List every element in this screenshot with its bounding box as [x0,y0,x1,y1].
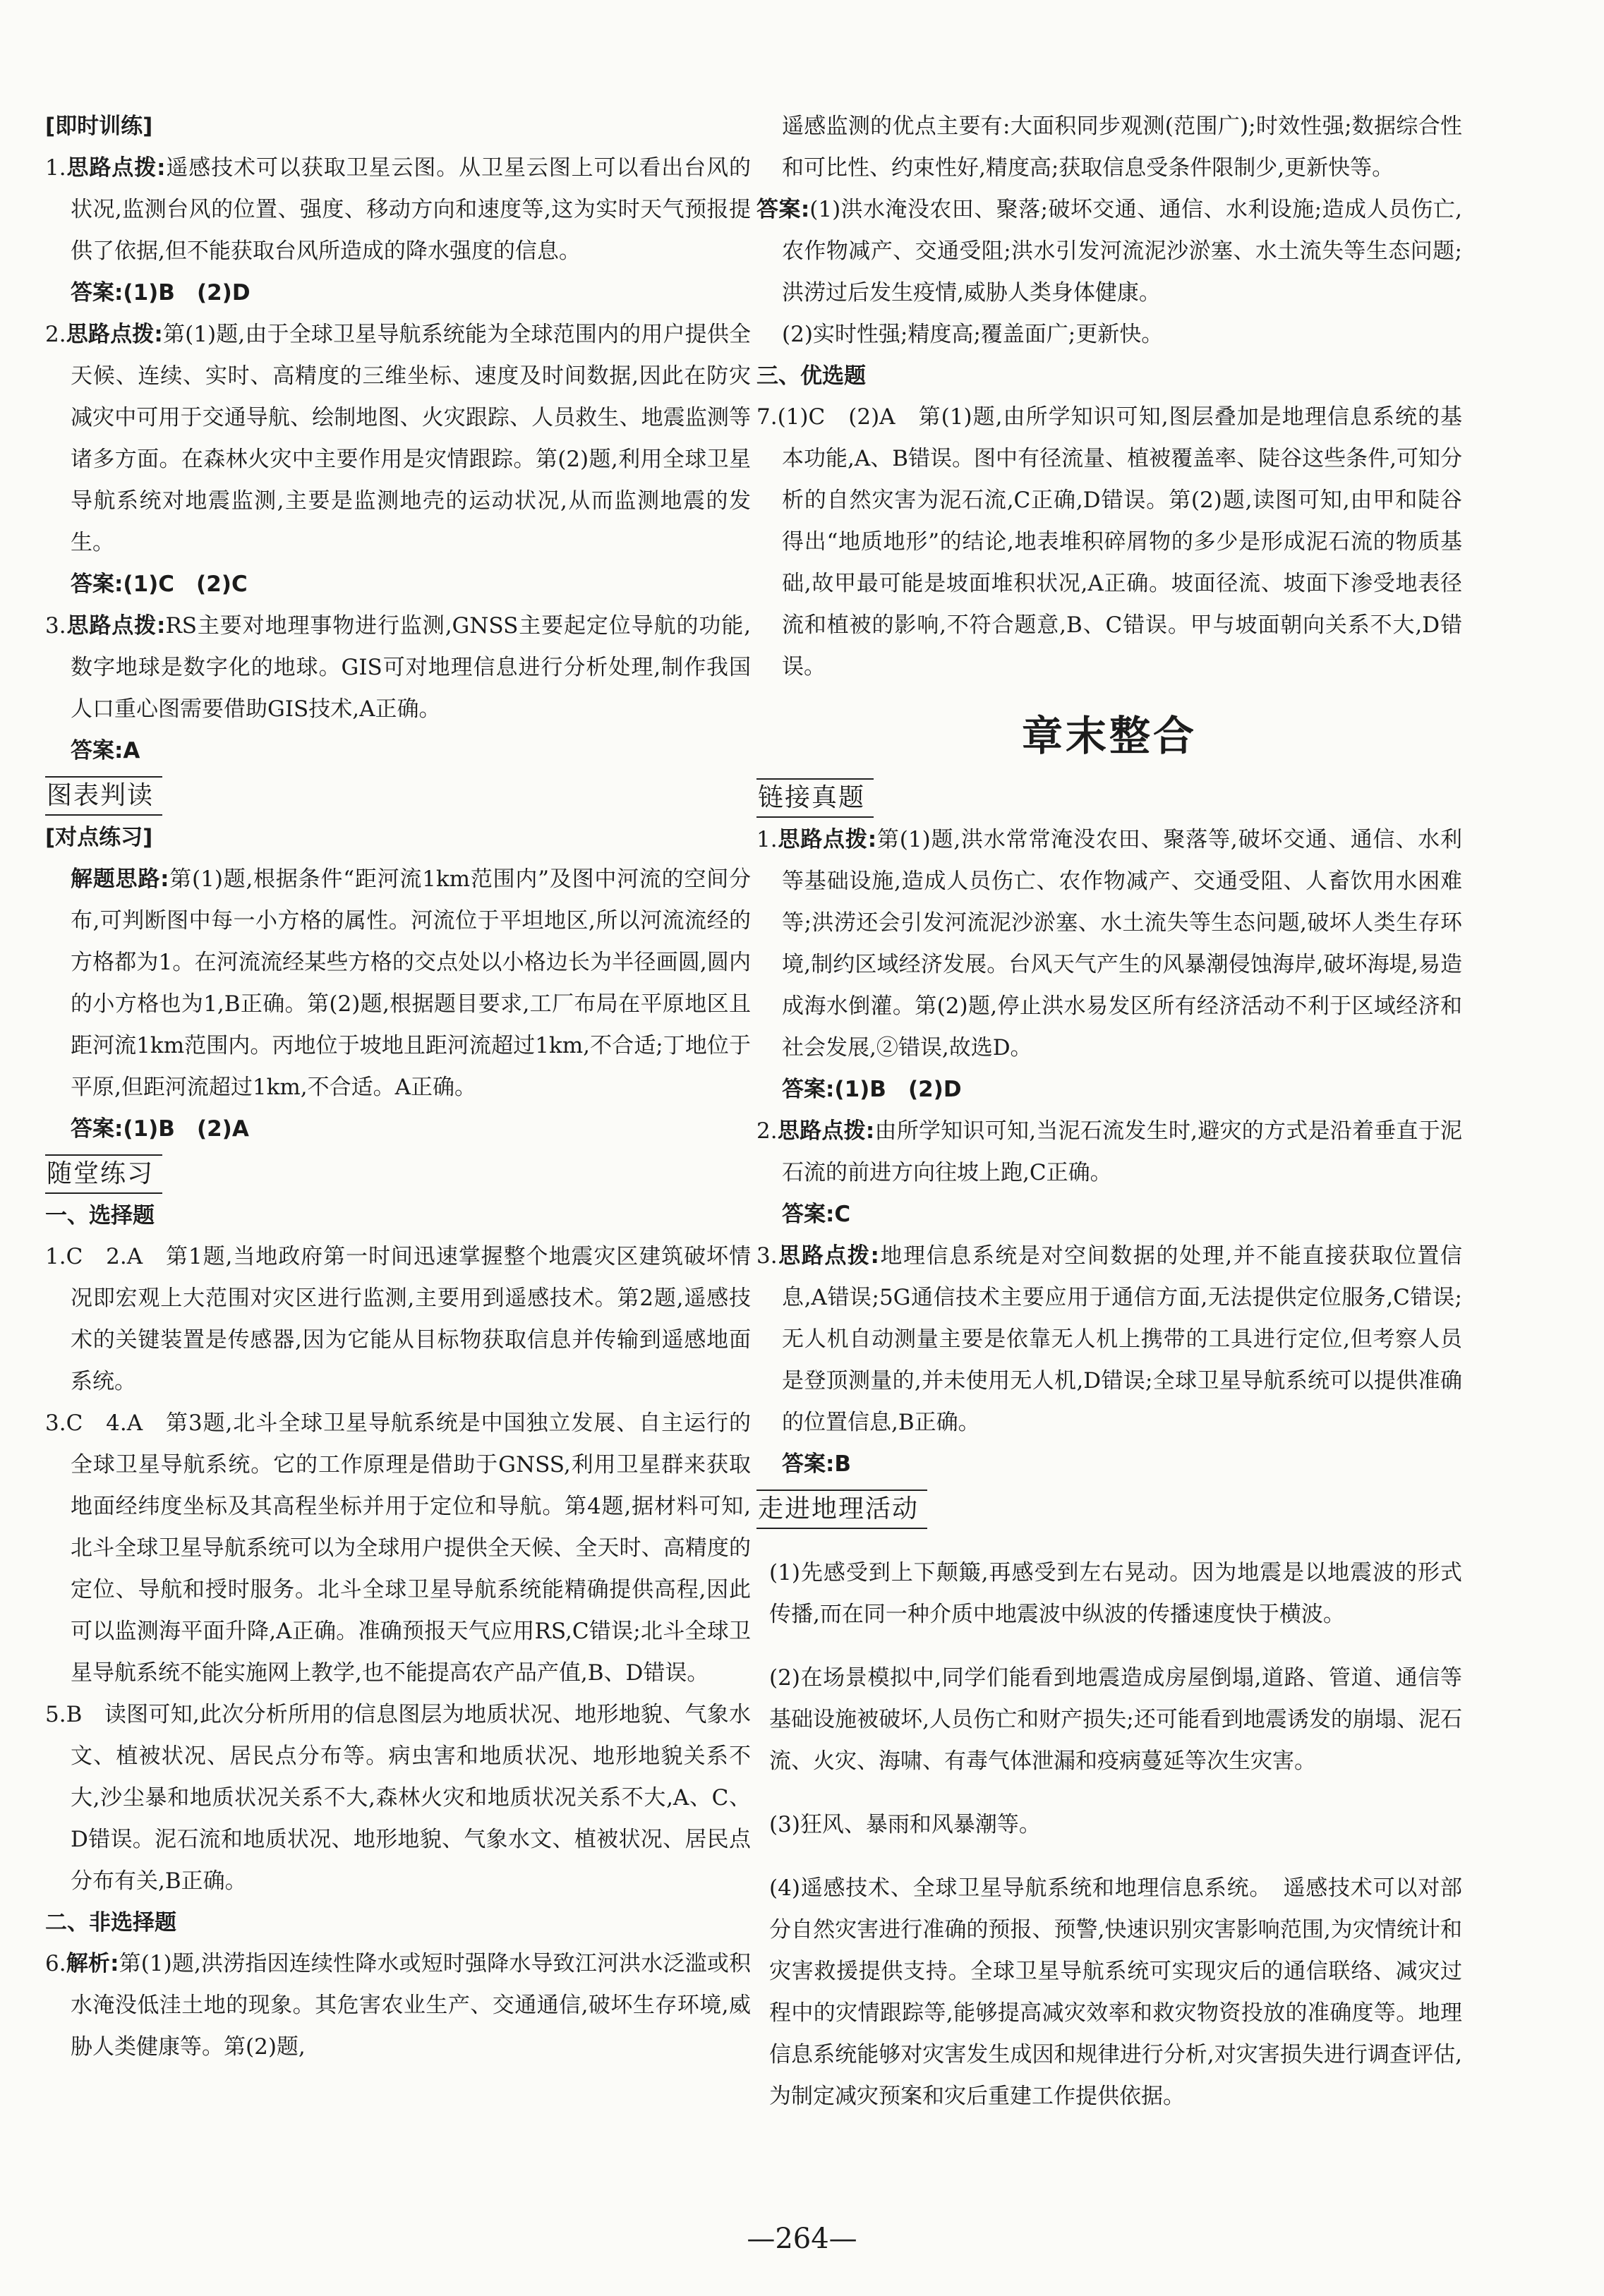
chart-reading-title: 图表判读 [45,776,162,816]
item-text: B 读图可知,此次分析所用的信息图层为地质状况、地形地貌、气象水文、植被状况、居民点分布等。病虫害和地质状况、地形地貌关系不大,沙尘暴和地质状况关系不大,森林火灾和地质状况关系不大,A、C、D错误。泥石流和地质状况、地形地貌、气象水文、植被状况、居民点分布有关,B正确。 [66,1702,751,1894]
item-text: 地理信息系统是对空间数据的处理,并不能直接获取位置信息,A错误;5G通信技术主要应用于通信方面,无法提供定位服务,C错误;无人机自动测量主要是依靠无人机上携带的工具进行定位,但考察人员是登顶测量的,并未使用无人机,D错误;全球卫星导航系统可以提供准确的位置信息,B正确。 [782,1243,1462,1435]
practice-item-1 [45,1236,751,1403]
linked-exam-title: 链接真题 [756,778,874,818]
item-label: 思路点拨: [777,1118,875,1144]
answer-value: B [834,1451,852,1477]
item-number: 1. [756,827,778,852]
item-number: 5. [45,1702,66,1727]
chart-reading-answer [45,1108,751,1150]
answer-value: (1)C (2)C [123,572,248,597]
answer-label: 答案: [782,1077,835,1102]
answer-value: (1)B (2)D [834,1077,962,1102]
exam-answer-3 [756,1444,1462,1485]
q6-answer-1 [756,189,1462,314]
answer-value: (1)B (2)A [123,1116,249,1142]
geo-activity-title: 走进地理活动 [756,1490,927,1529]
optional-item-7 [756,397,1462,688]
left-item-1 [45,147,751,272]
chapter-summary-title: 章末整合 [1021,712,1197,760]
item-label: 思路点拨: [66,322,163,347]
instant-training-header: [即时训练] [45,114,153,139]
left-answer-3 [45,730,751,772]
activity-paragraph-4: (4)遥感技术、全球卫星导航系统和地理信息系统。 遥感技术可以对部分自然灾害进行准确的预报、预警,快速识别灾害影响范围,为灾情统计和灾害救援提供支持。全球卫星导航系统可实现灾后的通信联络、减灾过程中的灾情跟踪等,能够提高减灾效率和救灾物资投放的准确度等。地理信息系统能够对灾害发生成因和规律进行分析,对灾害损失进行调查评估,为制定减灾预案和灾后重建工作提供依据。 [769,1875,1462,2109]
answer-value: C [834,1202,851,1227]
answer-label: 答案: [782,1202,835,1227]
practice-item-5 [45,1694,751,1902]
q6-continued-text: 遥感监测的优点主要有:大面积同步观测(范围广);时效性强;数据综合性和可比性、约束性好,精度高;获取信息受条件限制少,更新快等。 [782,114,1462,181]
item-label: 思路点拨: [66,155,166,181]
exam-item-1 [756,819,1462,1069]
page-number: —264— [747,2223,857,2255]
answer-label: 答案: [71,1116,123,1142]
geo-activity-body [756,1552,1462,2117]
practice-item-6 [45,1943,751,2068]
item-text: (1)C (2)A 第(1)题,由所学知识可知,图层叠加是地理信息系统的基本功能,A、B错误。图中有径流量、植被覆盖率、陡谷这些条件,可知分析的自然灾害为泥石流,C正确,D错误。第(2)题,读图可知,由甲和陡谷得出“地质地形”的结论,地表堆积碎屑物的多少是形成泥石流的物质基础,故甲最可能是坡面堆积状况,A正确。坡面径流、坡面下渗受地表径流和植被的影响,不符合题意,B、C错误。甲与坡面朝向关系不大,D错误。 [777,404,1462,679]
section-optional-heading: 三、优选题 [756,363,866,389]
left-answer-2 [45,564,751,605]
answer-value: (1)B (2)D [123,280,251,306]
item-label: 思路点拨: [777,1243,879,1269]
item-number: 3. [756,1243,778,1269]
activity-paragraph-1: (1)先感受到上下颠簸,再感受到左右晃动。因为地震是以地震波的形式传播,而在同一种介质中地震波中纵波的传播速度快于横波。 [769,1560,1462,1627]
item-number: 3. [45,613,66,639]
solution-label: 解题思路: [71,866,169,892]
left-answer-1 [45,272,751,314]
left-column [45,106,751,2068]
point-practice-header: [对点练习] [45,825,153,850]
item-label: 解析: [66,1951,119,1976]
item-text: C 2.A 第1题,当地政府第一时间迅速掌握整个地震灾区建筑破坏情况即宏观上大范围对灾区进行监测,主要用到遥感技术。第2题,遥感技术的关键装置是传感器,因为它能从目标物获取信息并传输到遥感地面系统。 [66,1244,751,1394]
item-number: 3. [45,1410,66,1436]
answer-label: 答案: [782,1451,835,1477]
item-number: 6. [45,1951,66,1976]
q6-answer-2: (2)实时性强;精度高;覆盖面广;更新快。 [782,322,1164,347]
answer-label: 答案: [756,197,810,222]
answer-text: (1)洪水淹没农田、聚落;破坏交通、通信、水利设施;造成人员伤亡,农作物减产、交通受阻;洪水引发河流泥沙淤塞、水土流失等生态问题;洪涝过后发生疫情,威胁人类身体健康。 [782,197,1462,306]
practice-item-3 [45,1403,751,1694]
left-item-2 [45,314,751,564]
solution-text: 第(1)题,根据条件“距河流1km范围内”及图中河流的空间分布,可判断图中每一小方格的属性。河流位于平坦地区,所以河流流经的方格都为1。在河流流经某些方格的交点处以小格边长为半径画圆,圆内的小方格也为1,B正确。第(2)题,根据题目要求,工厂布局在平原地区且距河流1km范围内。丙地位于坡地且距河流超过1km,不合适;丁地位于平原,但距河流超过1km,不合适。A正确。 [71,866,751,1100]
item-label: 思路点拨: [777,827,877,852]
item-number: 2. [45,322,66,347]
item-text: 第(1)题,洪水常常淹没农田、聚落等,破坏交通、通信、水利等基础设施,造成人员伤亡、农作物减产、交通受阻、人畜饮用水困难等;洪涝还会引发河流泥沙淤塞、水土流失等生态问题,破坏人类生存环境,制约区域经济发展。台风天气产生的风暴潮侵蚀海岸,破坏海堤,易造成海水倒灌。第(2)题,停止洪水易发区所有经济活动不利于区域经济和社会发展,②错误,故选D。 [782,827,1462,1061]
answer-value: A [123,738,140,763]
activity-paragraph-3: (3)狂风、暴雨和风暴潮等。 [769,1812,1041,1837]
item-text: 遥感技术可以获取卫星云图。从卫星云图上可以看出台风的状况,监测台风的位置、强度、移动方向和速度等,这为实时天气预报提供了依据,但不能获取台风所造成的降水强度的信息。 [71,155,751,264]
exam-item-2 [756,1111,1462,1194]
section-choice-heading: 一、选择题 [45,1203,155,1228]
chart-reading-solution [45,859,751,1108]
item-text: 第(1)题,由于全球卫星导航系统能为全球范围内的用户提供全天候、连续、实时、高精度的三维坐标、速度及时间数据,因此在防灾减灾中可用于交通导航、绘制地图、火灾跟踪、人员救生、地震监测等诸多方面。在森林火灾中主要作用是灾情跟踪。第(2)题,利用全球卫星导航系统对地震监测,主要是监测地壳的运动状况,从而监测地震的发生。 [71,322,751,555]
section-nonchoice-heading: 二、非选择题 [45,1910,176,1935]
answer-label: 答案: [71,738,123,763]
item-text: 第(1)题,洪涝指因连续性降水或短时强降水导致江河洪水泛滥或积水淹没低洼土地的现象。其危害农业生产、交通通信,破坏生存环境,威胁人类健康等。第(2)题, [71,1951,751,2060]
right-column [756,106,1462,2139]
exam-answer-2 [756,1194,1462,1235]
item-number: 1. [45,155,66,181]
item-number: 1. [45,1244,66,1269]
left-item-3 [45,605,751,730]
activity-paragraph-2: (2)在场景模拟中,同学们能看到地震造成房屋倒塌,道路、管道、通信等基础设施被破坏,人员伤亡和财产损失;还可能看到地震诱发的崩塌、泥石流、火灾、海啸、有毒气体泄漏和疫病蔓延等次生灾害。 [769,1665,1462,1774]
answer-label: 答案: [71,280,123,306]
exam-answer-1 [756,1069,1462,1111]
exam-item-3 [756,1235,1462,1444]
item-number: 2. [756,1118,778,1144]
item-text: RS主要对地理事物进行监测,GNSS主要起定位导航的功能,数字地球是数字化的地球。GIS可对地理信息进行分析处理,制作我国人口重心图需要借助GIS技术,A正确。 [71,613,751,722]
class-practice-title: 随堂练习 [45,1154,162,1194]
answer-label: 答案: [71,572,123,597]
item-label: 思路点拨: [66,613,166,639]
item-text: 由所学知识可知,当泥石流发生时,避灾的方式是沿着垂直于泥石流的前进方向往坡上跑,C正确。 [782,1118,1462,1185]
item-text: C 4.A 第3题,北斗全球卫星导航系统是中国独立发展、自主运行的全球卫星导航系统。它的工作原理是借助于GNSS,利用卫星群来获取地面经纬度坐标及其高程坐标并用于定位和导航。第4题,据材料可知,北斗全球卫星导航系统可以为全球用户提供全天候、全天时、高精度的定位、导航和授时服务。北斗全球卫星导航系统能精确提供高程,因此可以监测海平面升降,A正确。准确预报天气应用RS,C错误;北斗全球卫星导航系统不能实施网上教学,也不能提高农产品产值,B、D错误。 [66,1410,751,1686]
item-number: 7. [756,404,778,430]
